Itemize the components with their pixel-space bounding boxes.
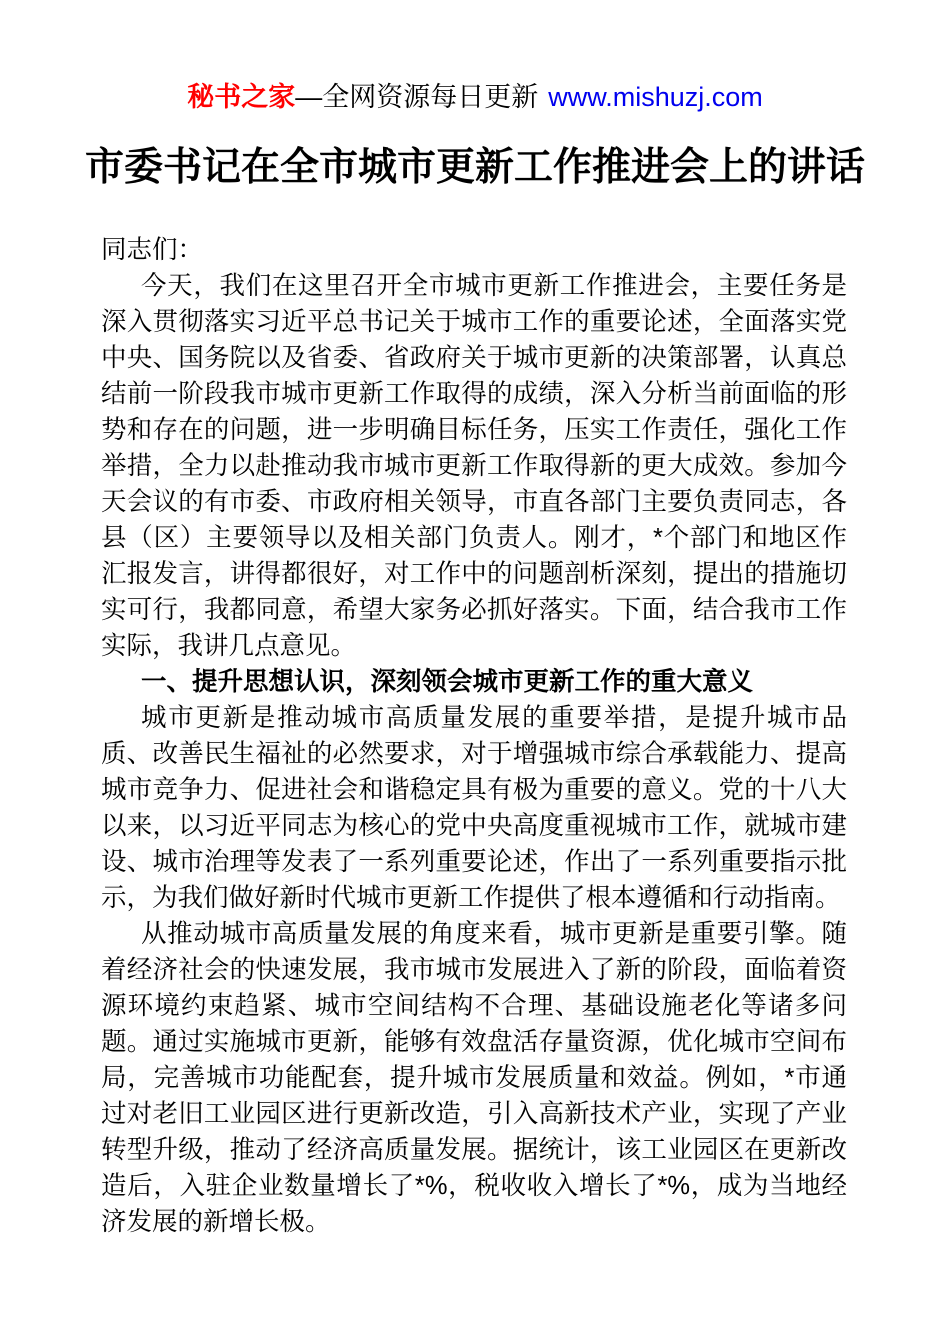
- paragraph-development-engine: 从推动城市高质量发展的角度来看，城市更新是重要引擎。随着经济社会的快速发展，我市城市发展进入了新的阶段，面临着资源环境约束趋紧、城市空间结构不合理、基础设施老化等诸多问题。通过实施城市更新，能够有效盘活存量资源，优化城市空间布局，完善城市功能配套，提升城市发展质量和效益。例如，*市通过对老旧工业园区进行更新改造，引入高新技术产业，实现了产业转型升级，推动了经济高质量发展。据统计，该工业园区在更新改造后，入驻企业数量增长了*%，税收收入增长了*%，成为当地经济发展的新增长极。: [101, 920, 847, 1236]
- site-header: [0, 0, 950, 112]
- salutation: 同志们：: [101, 236, 204, 264]
- document-title: 市委书记在全市城市更新工作推进会上的讲话: [84, 146, 865, 189]
- site-url-link[interactable]: www.mishuzj.com: [548, 82, 763, 112]
- site-brand: 秘书之家: [187, 82, 296, 112]
- section-heading-1: 一、提升思想认识，深刻领会城市更新工作的重大意义: [141, 668, 754, 696]
- site-tagline: —全网资源每日更新: [295, 82, 539, 112]
- document-body: [101, 232, 847, 1240]
- paragraph-significance: 城市更新是推动城市高质量发展的重要举措，是提升城市品质、改善民生福祉的必然要求，对于增强城市综合承载能力、提高城市竞争力、促进社会和谐稳定具有极为重要的意义。党的十八大以来，以习近平同志为核心的党中央高度重视城市工作，就城市建设、城市治理等发表了一系列重要论述，作出了一系列重要指示批示，为我们做好新时代城市更新工作提供了根本遵循和行动指南。: [101, 704, 847, 912]
- paragraph-opening: 今天，我们在这里召开全市城市更新工作推进会，主要任务是深入贯彻落实习近平总书记关于城市工作的重要论述，全面落实党中央、国务院以及省委、省政府关于城市更新的决策部署，认真总结前一阶段我市城市更新工作取得的成绩，深入分析当前面临的形势和存在的问题，进一步明确目标任务，压实工作责任，强化工作举措，全力以赴推动我市城市更新工作取得新的更大成效。参加今天会议的有市委、市政府相关领导，市直各部门主要负责同志，各县（区）主要领导以及相关部门负责人。刚才，*个部门和地区作汇报发言，讲得都很好，对工作中的问题剖析深刻，提出的措施切实可行，我都同意，希望大家务必抓好落实。下面，结合我市工作实际，我讲几点意见。: [101, 272, 847, 660]
